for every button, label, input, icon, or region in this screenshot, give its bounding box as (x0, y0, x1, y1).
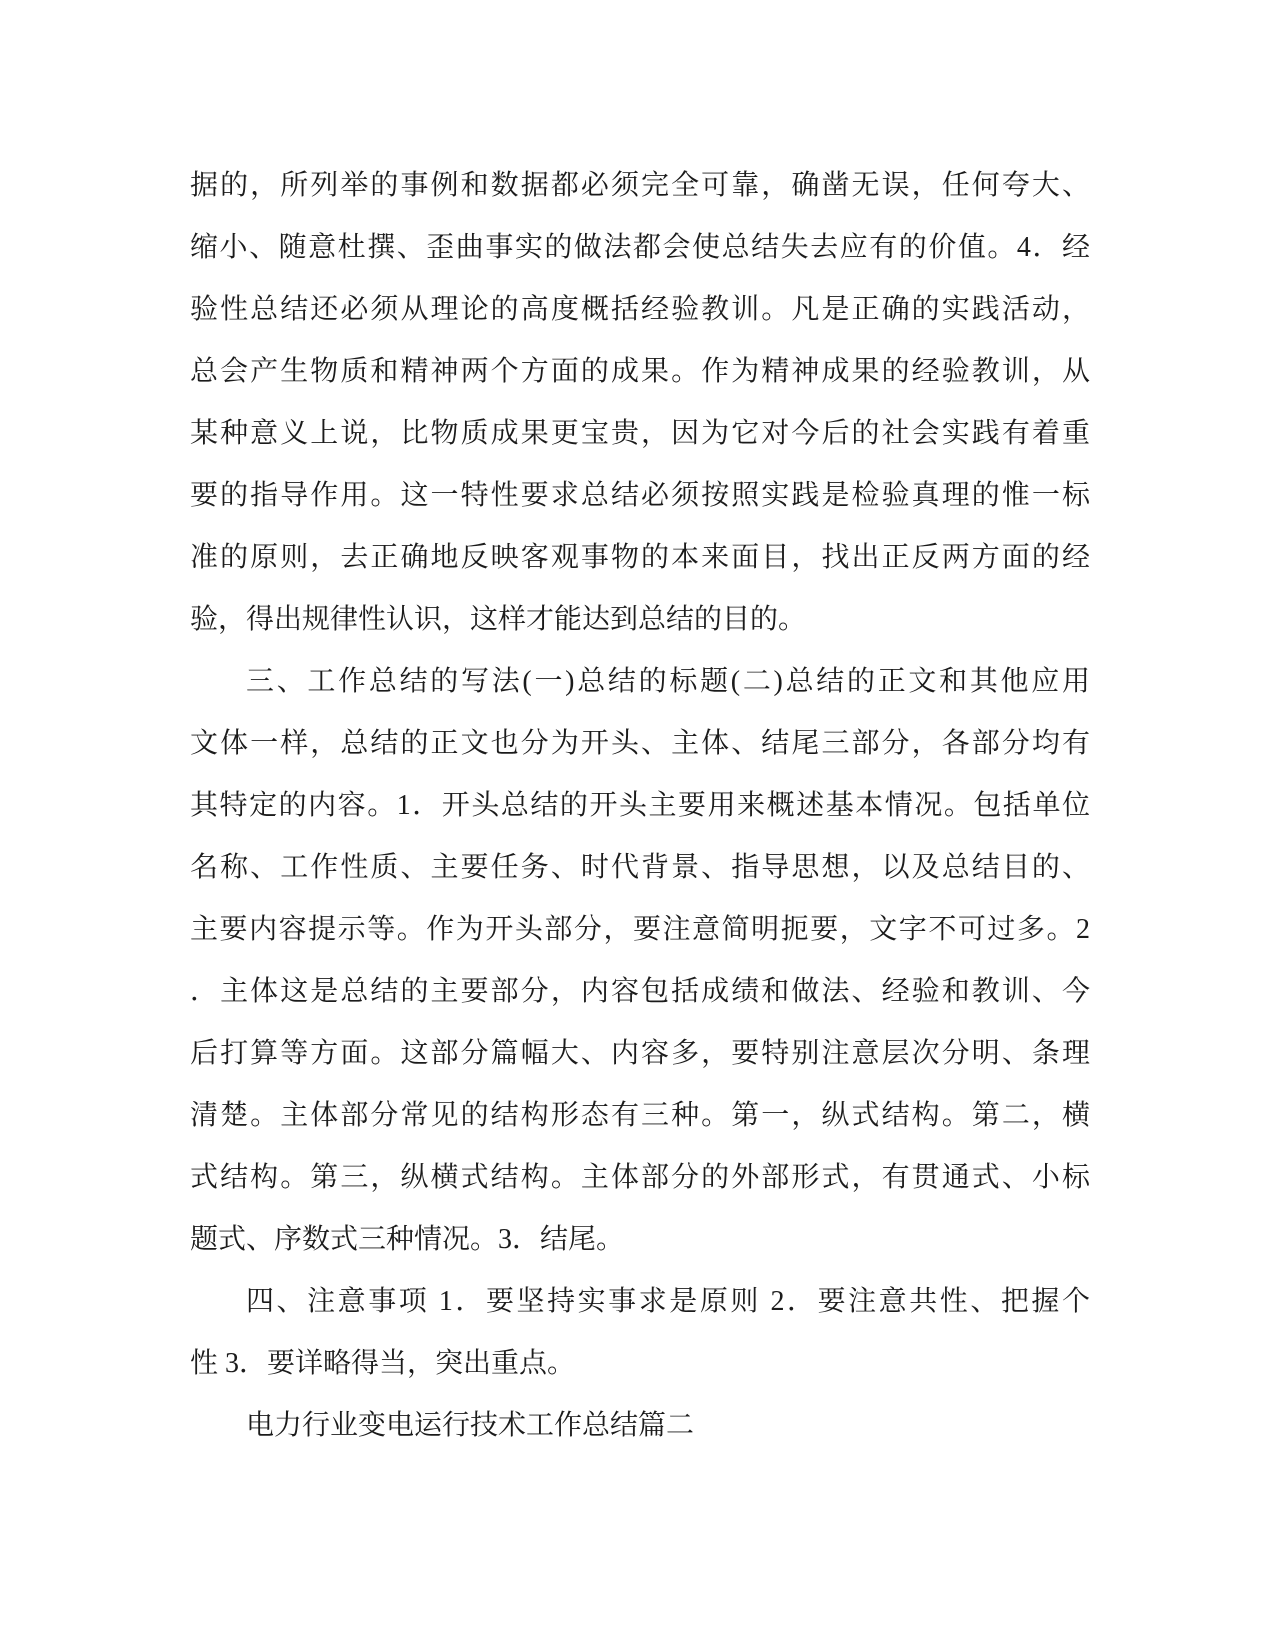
paragraph (190, 651, 1090, 1271)
text-line: 其特定的内容。1．开头总结的开头主要用来概述基本情况。包括单位 (190, 790, 1090, 821)
text-line: 题式、序数式三种情况。3．结尾。 (190, 1224, 625, 1255)
text-line: 后打算等方面。这部分篇幅大、内容多，要特别注意层次分明、条理 (190, 1038, 1090, 1069)
text-line: 验，得出规律性认识，这样才能达到总结的目的。 (190, 604, 807, 635)
text-line: 验性总结还必须从理论的高度概括经验教训。凡是正确的实践活动， (190, 294, 1090, 325)
paragraph (190, 1271, 1090, 1395)
text-line: 总会产生物质和精神两个方面的成果。作为精神成果的经验教训，从 (190, 356, 1090, 387)
text-line: 准的原则，去正确地反映客观事物的本来面目，找出正反两方面的经 (190, 542, 1090, 573)
text-line: 要的指导作用。这一特性要求总结必须按照实践是检验真理的惟一标 (190, 480, 1090, 511)
text-line: 清楚。主体部分常见的结构形态有三种。第一，纵式结构。第二，横 (190, 1100, 1090, 1131)
text-line: 主要内容提示等。作为开头部分，要注意简明扼要，文字不可过多。2 (190, 914, 1090, 945)
text-line: ．主体这是总结的主要部分，内容包括成绩和做法、经验和教训、今 (190, 976, 1090, 1007)
text-line: 名称、工作性质、主要任务、时代背景、指导思想，以及总结目的、 (190, 852, 1090, 883)
text-line: 三、工作总结的写法(一)总结的标题(二)总结的正文和其他应用 (246, 666, 1090, 697)
paragraph (190, 1395, 1090, 1457)
text-line: 缩小、随意杜撰、歪曲事实的做法都会使总结失去应有的价值。4．经 (190, 232, 1090, 263)
paragraph (190, 155, 1090, 651)
text-line: 式结构。第三，纵横式结构。主体部分的外部形式，有贯通式、小标 (190, 1162, 1090, 1193)
text-line: 性 3．要详略得当，突出重点。 (190, 1348, 576, 1379)
document-body (190, 155, 1090, 1457)
text-line: 据的，所列举的事例和数据都必须完全可靠，确凿无误，任何夸大、 (190, 170, 1090, 201)
text-line: 文体一样，总结的正文也分为开头、主体、结尾三部分，各部分均有 (190, 728, 1090, 759)
text-line: 四、注意事项 1．要坚持实事求是原则 2．要注意共性、把握个 (246, 1286, 1090, 1317)
text-line: 某种意义上说，比物质成果更宝贵，因为它对今后的社会实践有着重 (190, 418, 1090, 449)
text-line: 电力行业变电运行技术工作总结篇二 (246, 1410, 695, 1441)
